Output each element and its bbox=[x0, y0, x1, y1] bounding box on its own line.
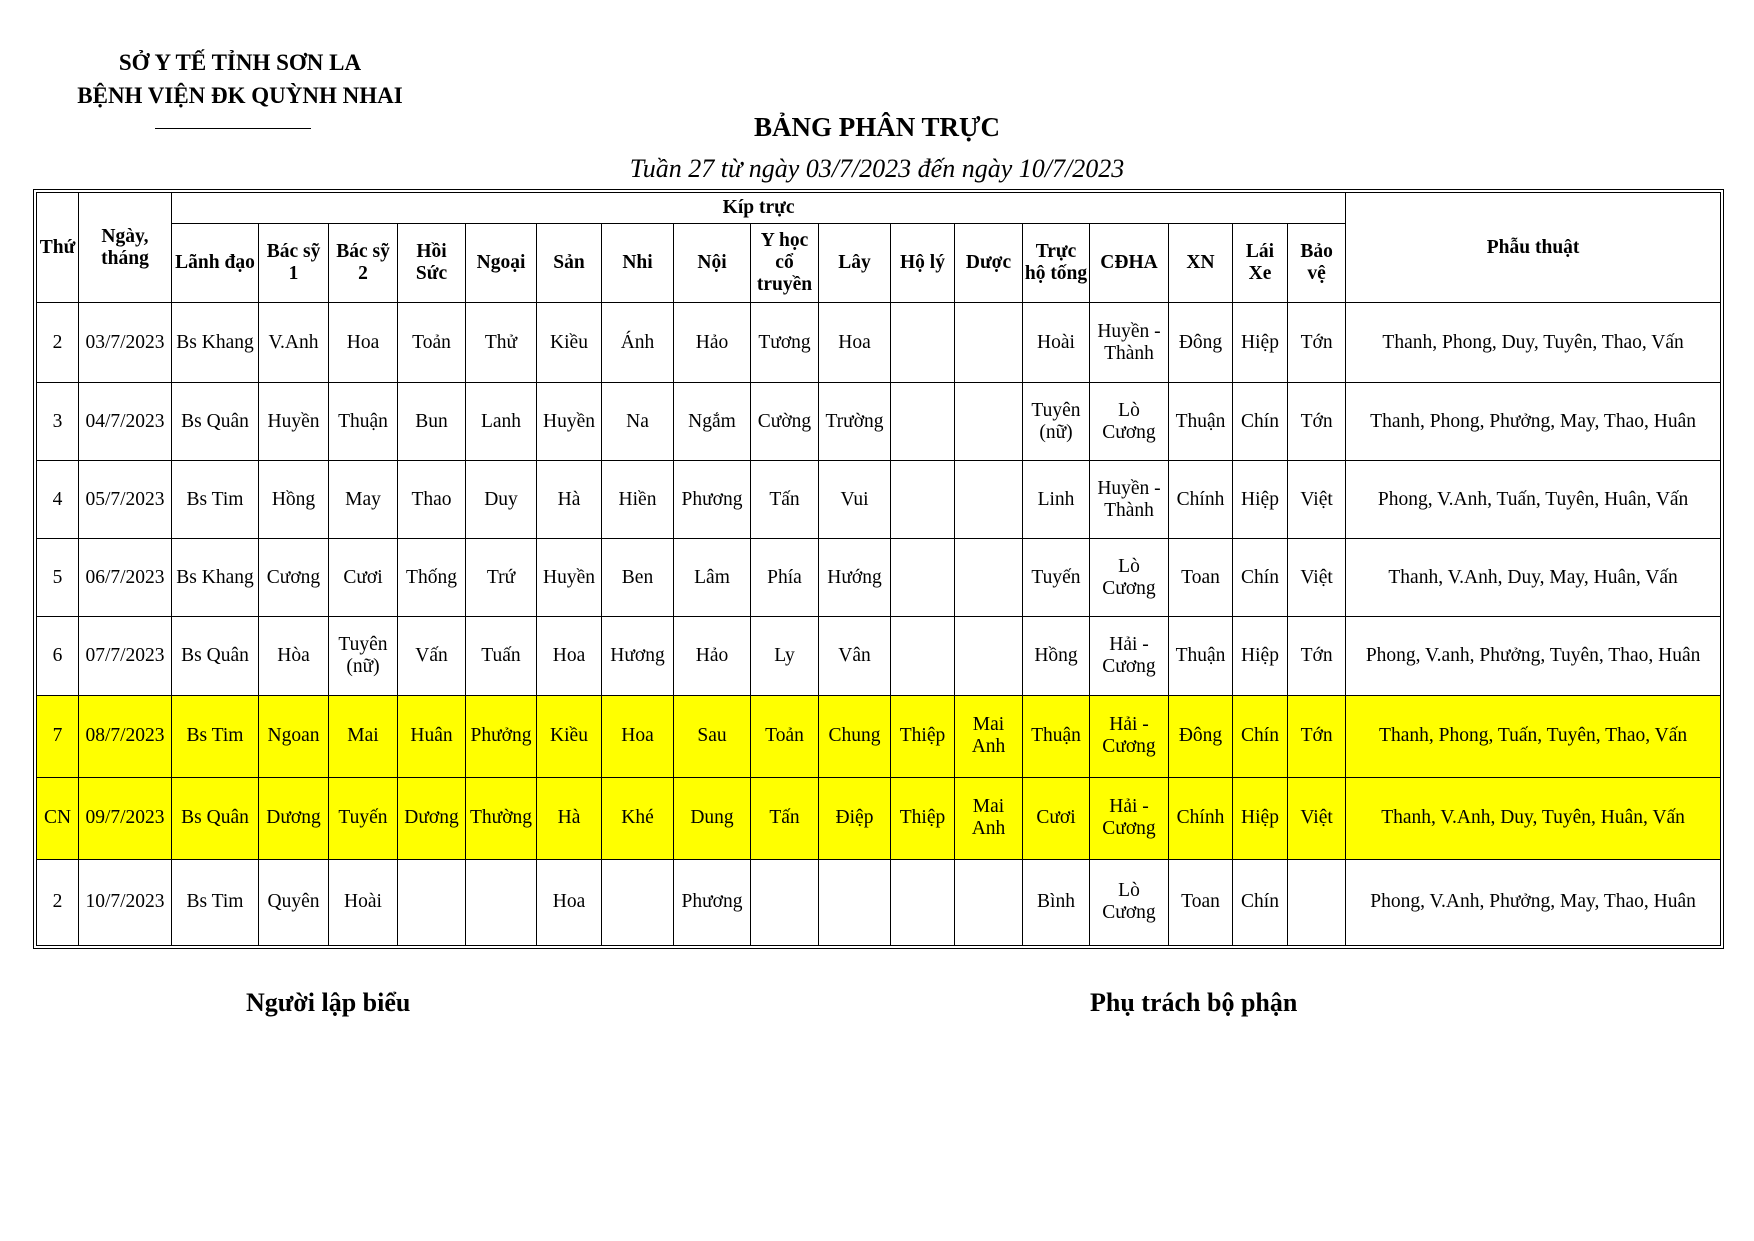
col-header-thu: Thứ bbox=[37, 193, 79, 303]
table-cell bbox=[955, 303, 1023, 383]
table-cell: May bbox=[329, 461, 398, 539]
table-cell: 05/7/2023 bbox=[79, 461, 172, 539]
table-cell: Quyên bbox=[259, 859, 329, 945]
organization-header bbox=[40, 46, 440, 112]
table-cell: Bs Quân bbox=[172, 777, 259, 859]
col-header-sub: Lãnh đạo bbox=[172, 224, 259, 303]
duty-schedule-table bbox=[36, 192, 1721, 946]
table-cell: Duy bbox=[466, 461, 537, 539]
table-cell: 3 bbox=[37, 383, 79, 461]
table-cell: Hải - Cương bbox=[1090, 617, 1169, 696]
table-cell: Thống bbox=[398, 539, 466, 617]
table-cell: Lò Cương bbox=[1090, 859, 1169, 945]
table-cell: Bs Khang bbox=[172, 303, 259, 383]
table-cell bbox=[955, 383, 1023, 461]
table-cell: 10/7/2023 bbox=[79, 859, 172, 945]
table-cell: Ngoan bbox=[259, 696, 329, 777]
footer-prepared-by: Người lập biểu bbox=[246, 988, 411, 1017]
table-cell: Thanh, Phong, Duy, Tuyên, Thao, Vấn bbox=[1346, 303, 1721, 383]
table-row bbox=[37, 696, 1721, 777]
table-cell: 06/7/2023 bbox=[79, 539, 172, 617]
table-cell: Tớn bbox=[1288, 383, 1346, 461]
table-cell: Kiều bbox=[537, 303, 602, 383]
table-cell: 03/7/2023 bbox=[79, 303, 172, 383]
table-cell: Thao bbox=[398, 461, 466, 539]
table-cell: Trường bbox=[819, 383, 891, 461]
table-cell: Dung bbox=[674, 777, 751, 859]
table-cell bbox=[751, 859, 819, 945]
table-cell: Phía bbox=[751, 539, 819, 617]
table-cell: Hòa bbox=[259, 617, 329, 696]
table-cell: Bình bbox=[1023, 859, 1090, 945]
table-cell: Toan bbox=[1169, 539, 1233, 617]
table-cell: Đông bbox=[1169, 303, 1233, 383]
page-subtitle: Tuần 27 từ ngày 03/7/2023 đến ngày 10/7/2023 bbox=[629, 154, 1125, 183]
table-cell: Hiệp bbox=[1233, 777, 1288, 859]
table-cell: Việt bbox=[1288, 777, 1346, 859]
table-cell: Thường bbox=[466, 777, 537, 859]
table-cell: Vân bbox=[819, 617, 891, 696]
table-cell: Thiệp bbox=[891, 696, 955, 777]
table-row bbox=[37, 777, 1721, 859]
table-cell: Ly bbox=[751, 617, 819, 696]
table-cell: Huyền bbox=[537, 539, 602, 617]
table-cell: Phương bbox=[674, 859, 751, 945]
col-header-sub: Ngoại bbox=[466, 224, 537, 303]
table-row bbox=[37, 859, 1721, 945]
table-cell: Thử bbox=[466, 303, 537, 383]
col-header-sub: XN bbox=[1169, 224, 1233, 303]
page-title: BẢNG PHÂN TRỰC bbox=[753, 112, 1000, 142]
table-cell: Huyền - Thành bbox=[1090, 461, 1169, 539]
table-cell: Huyền bbox=[537, 383, 602, 461]
table-cell: Hoài bbox=[329, 859, 398, 945]
col-header-sub: Dược bbox=[955, 224, 1023, 303]
col-header-sub: Hộ lý bbox=[891, 224, 955, 303]
table-cell: Linh bbox=[1023, 461, 1090, 539]
table-cell: Hướng bbox=[819, 539, 891, 617]
table-cell: Lò Cương bbox=[1090, 383, 1169, 461]
col-header-sub: Hồi Sức bbox=[398, 224, 466, 303]
table-cell: 6 bbox=[37, 617, 79, 696]
col-header-sub: CĐHA bbox=[1090, 224, 1169, 303]
table-cell bbox=[466, 859, 537, 945]
table-cell: Tấn bbox=[751, 777, 819, 859]
col-header-sub: Lái Xe bbox=[1233, 224, 1288, 303]
table-cell: Hồng bbox=[1023, 617, 1090, 696]
footer-supervisor: Phụ trách bộ phận bbox=[1090, 988, 1298, 1017]
table-cell: Hiền bbox=[602, 461, 674, 539]
table-cell: Ánh bbox=[602, 303, 674, 383]
table-cell: Cươi bbox=[1023, 777, 1090, 859]
table-cell: Toản bbox=[398, 303, 466, 383]
table-cell: Hiệp bbox=[1233, 303, 1288, 383]
table-cell: Phong, V.Anh, Phưởng, May, Thao, Huân bbox=[1346, 859, 1721, 945]
table-cell: Việt bbox=[1288, 539, 1346, 617]
table-cell: Hương bbox=[602, 617, 674, 696]
org-department: SỞ Y TẾ TỈNH SƠN LA bbox=[118, 50, 362, 75]
table-cell: Hoa bbox=[537, 617, 602, 696]
table-cell: Tuấn bbox=[466, 617, 537, 696]
table-cell: Hồng bbox=[259, 461, 329, 539]
table-cell bbox=[955, 859, 1023, 945]
table-cell: Lò Cương bbox=[1090, 539, 1169, 617]
table-cell: Thiệp bbox=[891, 777, 955, 859]
table-cell: Điệp bbox=[819, 777, 891, 859]
table-cell: Mai Anh bbox=[955, 696, 1023, 777]
org-hospital: BỆNH VIỆN ĐK QUỲNH NHAI bbox=[77, 83, 403, 108]
table-cell: Đông bbox=[1169, 696, 1233, 777]
table-cell: Ngắm bbox=[674, 383, 751, 461]
table-cell bbox=[398, 859, 466, 945]
table-cell: Hảo bbox=[674, 617, 751, 696]
col-header-sub: Bác sỹ 2 bbox=[329, 224, 398, 303]
table-cell: Chín bbox=[1233, 539, 1288, 617]
col-header-sub: Nhi bbox=[602, 224, 674, 303]
table-cell: Thuận bbox=[1023, 696, 1090, 777]
table-cell: Hoài bbox=[1023, 303, 1090, 383]
table-cell: 5 bbox=[37, 539, 79, 617]
table-cell: Bs Quân bbox=[172, 617, 259, 696]
table-cell bbox=[819, 859, 891, 945]
table-cell: Phong, V.anh, Phưởng, Tuyên, Thao, Huân bbox=[1346, 617, 1721, 696]
table-cell: 07/7/2023 bbox=[79, 617, 172, 696]
table-cell: Hải - Cương bbox=[1090, 696, 1169, 777]
table-cell: Bs Tim bbox=[172, 696, 259, 777]
table-cell: Khé bbox=[602, 777, 674, 859]
table-cell bbox=[955, 461, 1023, 539]
table-cell: Lanh bbox=[466, 383, 537, 461]
table-cell: Lâm bbox=[674, 539, 751, 617]
table-cell: Dương bbox=[259, 777, 329, 859]
table-cell: Hiệp bbox=[1233, 461, 1288, 539]
col-header-sub: Nội bbox=[674, 224, 751, 303]
table-cell bbox=[891, 461, 955, 539]
table-cell: Huyền - Thành bbox=[1090, 303, 1169, 383]
col-header-sub: Lây bbox=[819, 224, 891, 303]
table-cell: Hà bbox=[537, 777, 602, 859]
table-cell: Thanh, V.Anh, Duy, May, Huân, Vấn bbox=[1346, 539, 1721, 617]
table-cell: Việt bbox=[1288, 461, 1346, 539]
col-header-sub: Sản bbox=[537, 224, 602, 303]
table-cell: CN bbox=[37, 777, 79, 859]
table-cell: 2 bbox=[37, 303, 79, 383]
header-row-group bbox=[37, 193, 1721, 224]
table-cell: Hảo bbox=[674, 303, 751, 383]
table-cell: 7 bbox=[37, 696, 79, 777]
table-cell: 2 bbox=[37, 859, 79, 945]
table-cell: Toản bbox=[751, 696, 819, 777]
table-cell: V.Anh bbox=[259, 303, 329, 383]
table-cell: Chung bbox=[819, 696, 891, 777]
table-cell: Tương bbox=[751, 303, 819, 383]
table-cell: Hoa bbox=[329, 303, 398, 383]
table-cell bbox=[955, 617, 1023, 696]
table-cell: Tấn bbox=[751, 461, 819, 539]
table-cell bbox=[891, 859, 955, 945]
table-row bbox=[37, 461, 1721, 539]
col-header-sub: Y học cổ truyền bbox=[751, 224, 819, 303]
table-row bbox=[37, 383, 1721, 461]
table-cell: Thanh, Phong, Phưởng, May, Thao, Huân bbox=[1346, 383, 1721, 461]
table-cell: Phưởng bbox=[466, 696, 537, 777]
table-cell: Na bbox=[602, 383, 674, 461]
table-cell: Mai bbox=[329, 696, 398, 777]
table-cell: Huân bbox=[398, 696, 466, 777]
table-cell: Ben bbox=[602, 539, 674, 617]
table-cell: Chín bbox=[1233, 859, 1288, 945]
table-cell: Hà bbox=[537, 461, 602, 539]
col-header-phau-thuat: Phẫu thuật bbox=[1346, 193, 1721, 303]
table-cell bbox=[891, 617, 955, 696]
table-cell: Thanh, V.Anh, Duy, Tuyên, Huân, Vấn bbox=[1346, 777, 1721, 859]
table-cell: Chính bbox=[1169, 777, 1233, 859]
table-cell: Chín bbox=[1233, 383, 1288, 461]
table-cell bbox=[891, 303, 955, 383]
table-cell: Cường bbox=[751, 383, 819, 461]
schedule-table-frame bbox=[33, 189, 1724, 949]
col-header-ngay: Ngày, tháng bbox=[79, 193, 172, 303]
col-header-sub: Bảo vệ bbox=[1288, 224, 1346, 303]
table-cell: Huyền bbox=[259, 383, 329, 461]
table-cell: Tớn bbox=[1288, 696, 1346, 777]
table-cell: Mai Anh bbox=[955, 777, 1023, 859]
table-cell: Vui bbox=[819, 461, 891, 539]
table-cell: Thuận bbox=[1169, 383, 1233, 461]
table-cell: Hải - Cương bbox=[1090, 777, 1169, 859]
table-cell: Tuyên (nữ) bbox=[1023, 383, 1090, 461]
table-cell: Chín bbox=[1233, 696, 1288, 777]
table-cell bbox=[1288, 859, 1346, 945]
col-header-sub: Bác sỹ 1 bbox=[259, 224, 329, 303]
table-cell: Hoa bbox=[602, 696, 674, 777]
table-cell: Bs Tim bbox=[172, 461, 259, 539]
table-cell: Trứ bbox=[466, 539, 537, 617]
schedule-body bbox=[37, 303, 1721, 946]
table-cell: Tuyến bbox=[329, 777, 398, 859]
col-header-sub: Trực hộ tống bbox=[1023, 224, 1090, 303]
table-cell: Thuận bbox=[1169, 617, 1233, 696]
table-cell: Cươi bbox=[329, 539, 398, 617]
table-cell: Sau bbox=[674, 696, 751, 777]
table-cell bbox=[891, 539, 955, 617]
table-cell: Bs Tim bbox=[172, 859, 259, 945]
table-cell: Phong, V.Anh, Tuấn, Tuyên, Huân, Vấn bbox=[1346, 461, 1721, 539]
table-cell: Bs Quân bbox=[172, 383, 259, 461]
table-row bbox=[37, 617, 1721, 696]
table-cell: 4 bbox=[37, 461, 79, 539]
table-cell: Tớn bbox=[1288, 303, 1346, 383]
table-row bbox=[37, 539, 1721, 617]
table-cell: Chính bbox=[1169, 461, 1233, 539]
table-cell: Bun bbox=[398, 383, 466, 461]
table-cell: Cương bbox=[259, 539, 329, 617]
table-cell: Tuyến bbox=[1023, 539, 1090, 617]
table-cell: Vấn bbox=[398, 617, 466, 696]
table-cell: Toan bbox=[1169, 859, 1233, 945]
table-cell: Dương bbox=[398, 777, 466, 859]
table-cell: 09/7/2023 bbox=[79, 777, 172, 859]
table-cell bbox=[602, 859, 674, 945]
table-cell: Phương bbox=[674, 461, 751, 539]
table-cell: Thanh, Phong, Tuấn, Tuyên, Thao, Vấn bbox=[1346, 696, 1721, 777]
table-cell: Bs Khang bbox=[172, 539, 259, 617]
table-cell: Hiệp bbox=[1233, 617, 1288, 696]
table-cell: 08/7/2023 bbox=[79, 696, 172, 777]
table-cell: Hoa bbox=[819, 303, 891, 383]
col-group-kip-truc: Kíp trực bbox=[172, 193, 1346, 224]
table-cell: Kiều bbox=[537, 696, 602, 777]
table-cell bbox=[955, 539, 1023, 617]
table-cell bbox=[891, 383, 955, 461]
table-cell: Tuyên (nữ) bbox=[329, 617, 398, 696]
table-cell: 04/7/2023 bbox=[79, 383, 172, 461]
table-row bbox=[37, 303, 1721, 383]
table-cell: Tớn bbox=[1288, 617, 1346, 696]
table-cell: Hoa bbox=[537, 859, 602, 945]
table-cell: Thuận bbox=[329, 383, 398, 461]
